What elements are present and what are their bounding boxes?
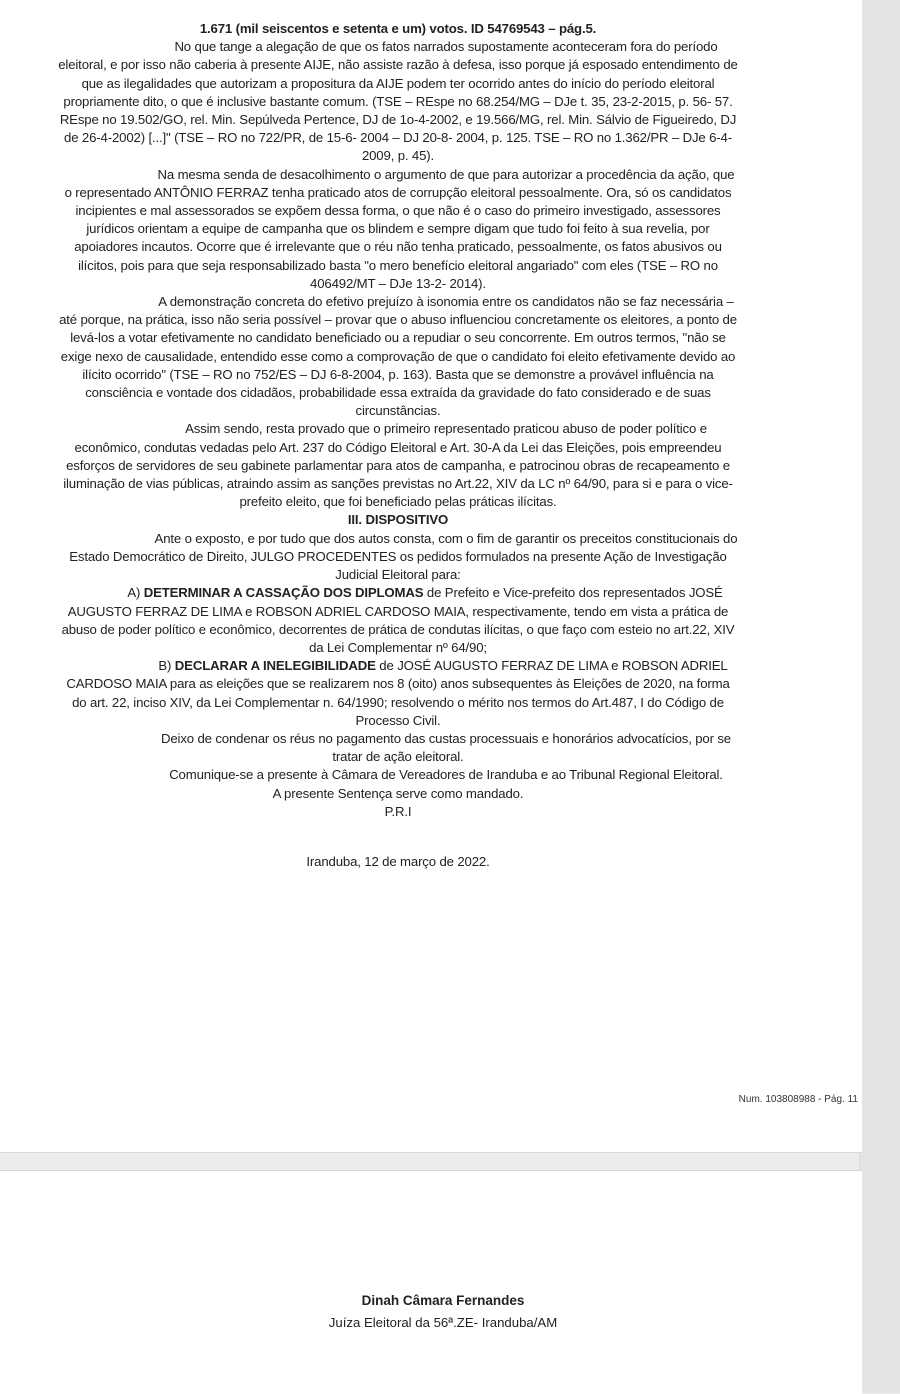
document-page: [0, 1170, 862, 1394]
page-number: Num. 103808988 - Pág. 11: [738, 1094, 858, 1105]
dispositivo-intro: Ante o exposto, e por tudo que dos autos consta, com o fim de garantir os preceitos constitucionais do Estado Democrático de Direito, JULGO PROCEDENTES os pedidos formulados na presente Ação de Investigação Judicial Eleitoral para:: [69, 530, 738, 583]
signer-name: Dinah Câmara Fernandes: [361, 1293, 525, 1308]
ruling-item-b: [58, 657, 738, 730]
ruling-item-a: [58, 584, 738, 657]
paragraph: A demonstração concreta do efetivo prejuízo à isonomia entre os candidatos não se faz necessária – até porque, na prática, isso não seria possível – provar que o abuso influenciou concretamente os eleitores, a ponto de levá-los a votar efetivamente no candidato beneficiado ou a repudiar o seu concorrente. Em outros termos, "não se exige nexo de causalidade, entendido esse como a comprovação de que o candidato foi eleito efetivamente devido ao ilícito ocorrido" (TSE – RO no 752/ES – DJ 6-8-2004, p. 163). Basta que se demonstre a provável influência na consciência e vontade dos cidadãos, probabilidade essa extraída da gravidade do fato considerado e de suas circunstâncias.: [59, 294, 737, 419]
item-bold-text: DETERMINAR A CASSAÇÃO DOS DIPLOMAS: [143, 585, 424, 601]
item-prefix: A): [127, 585, 144, 601]
closing-line: A presente Sentença serve como mandado.: [272, 785, 524, 801]
item-prefix: B): [158, 658, 175, 674]
document-date: Iranduba, 12 de março de 2022.: [306, 853, 490, 869]
item-bold-text: DECLARAR A INELEGIBILIDADE: [174, 658, 376, 674]
item-text: de Prefeito e Vice-prefeito dos representados JOSÉ AUGUSTO FERRAZ DE LIMA e ROBSON ADRIEL CARDOSO MAIA, respectivamente, tendo em vista a prática de abuso de poder político e econômico, decorrentes de prática de condutas ilícitas, o que faço com esteio no art.22, XIV da Lei Complementar nº 64/90;: [61, 585, 735, 655]
paragraph: Assim sendo, resta provado que o primeiro representado praticou abuso de poder político e econômico, condutas vedadas pelo Art. 237 do Código Eleitoral e Art. 30-A da Lei das Eleições, pois empreendeu esforços de servidores de seu gabinete parlamentar para atos de campanha, e patrocinou obras de recapeamento e iluminação de vias públicas, atraindo assim as sanções previstas no Art.22, XIV da LC nº 64/90, para si e para o vice-prefeito eleito, que foi beneficiado pelas práticas ilícitas.: [63, 421, 733, 510]
closing-line: Deixo de condenar os réus no pagamento das custas processuais e honorários advocatícios, por se tratar de ação eleitoral.: [160, 730, 731, 765]
closing-line: Comunique-se a presente à Câmara de Vereadores de Iranduba e ao Tribunal Regional Eleitoral.: [169, 767, 723, 783]
scrollbar[interactable]: [859, 0, 900, 1393]
paragraph: No que tange a alegação de que os fatos narrados supostamente aconteceram fora do período eleitoral, e por isso não caberia à presente AIJE, não assiste razão à defesa, isso porque já esposado entendimento de que as ilegalidades que autorizam a propositura da AIJE podem ter ocorrido antes do início do período eleitoral propriamente dito, o que é inclusive bastante comum. (TSE – REspe no 68.254/MG – DJe t. 35, 23-2-2015, p. 56- 57. REspe no 19.502/GO, rel. Min. Sepúlveda Pertence, DJ de 1o-4-2002, e 19.566/MG, rel. Min. Sálvio de Figueiredo, DJ de 26-4-2002) [...]" (TSE – RO no 722/PR, de 15-6- 2004 – DJ 20-8- 2004, p. 125. TSE – RO no 1.362/PR – DJe 6-4-2009, p. 45).: [58, 39, 738, 164]
closing-line: P.R.I: [384, 803, 412, 819]
page-header-line: 1.671 (mil seiscentos e setenta e um) votos. ID 54769543 – pág.5.: [199, 21, 597, 36]
section-title: III. DISPOSITIVO: [347, 512, 449, 528]
paragraph: Na mesma senda de desacolhimento o argumento de que para autorizar a procedência da ação, que o representado ANTÔNIO FERRAZ tenha praticado atos de corrupção eleitoral pessoalmente. Ora, só os candidatos incipientes e mal assessorados se expõem dessa forma, o que não é o caso do primeiro investigado, assessores jurídicos orientam a equipe de campanha que os blindem e sempre digam que tudo foi feito à sua revelia, por apoiadores incautos. Ocorre que é irrelevante que o réu não tenha praticado, pessoalmente, os fatos abusivos ou ilícitos, pois para que seja responsabilizado basta "o mero benefício eleitoral angariado" com eles (TSE – RO no 406492/MT – DJe 13-2- 2014).: [64, 166, 735, 291]
signer-role: Juíza Eleitoral da 56ª.ZE- Iranduba/AM: [328, 1315, 558, 1330]
page-content: [58, 20, 738, 871]
item-text: de JOSÉ AUGUSTO FERRAZ DE LIMA e ROBSON ADRIEL CARDOSO MAIA para as eleições que se realizarem nos 8 (oito) anos subsequentes às Eleições de 2020, na forma do art. 22, inciso XIV, da Lei Complementar n. 64/1990; resolvendo o mérito nos termos do Art.487, I do Código de Processo Civil.: [66, 658, 730, 728]
